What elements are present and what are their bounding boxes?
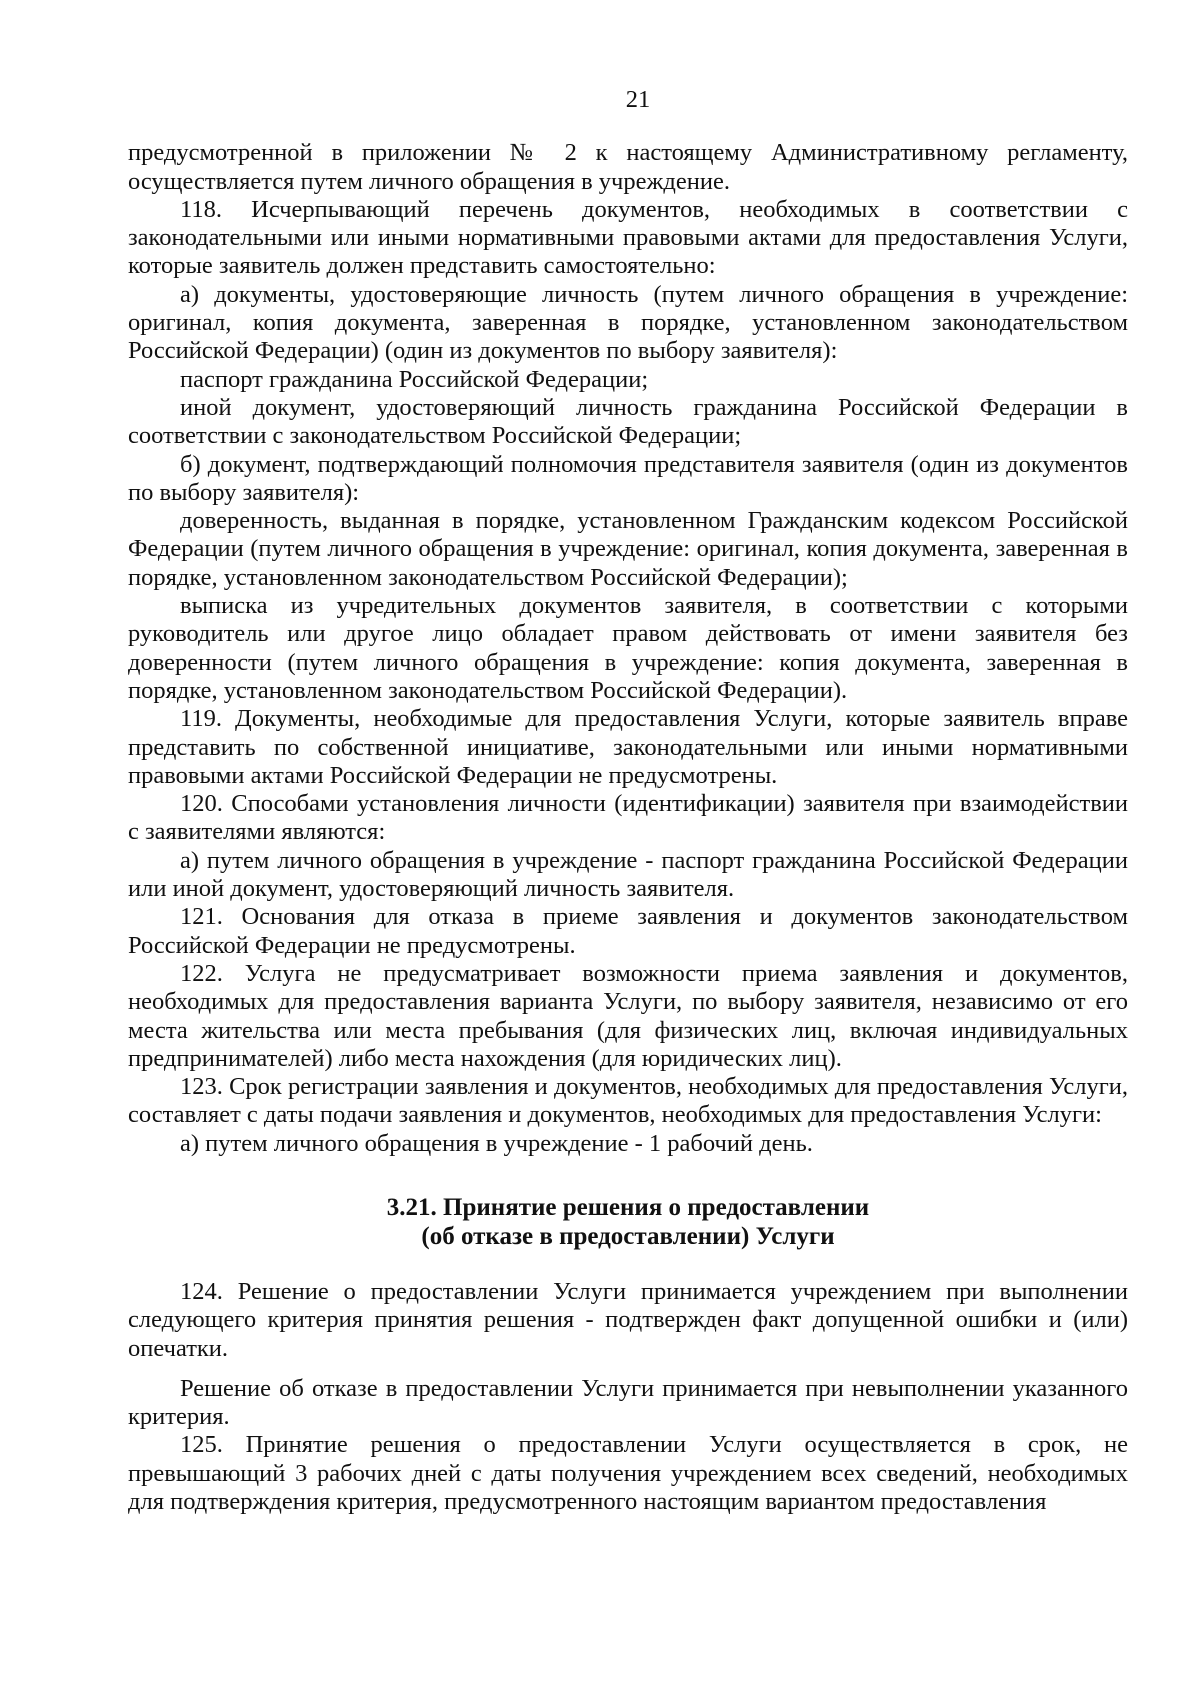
paragraph: доверенность, выданная в порядке, установленном Гражданским кодексом Российской Федерации (путем личного обращения в учреждение: оригинал, копия документа, заверенная в порядке, установленном законодательством Российской Федерации); (128, 507, 1128, 591)
paragraph: а) документы, удостоверяющие личность (путем личного обращения в учреждение: оригинал, копия документа, заверенная в порядке, установленном законодательством Российской Федерации) (один из документов по выбору заявителя): (128, 280, 1128, 365)
paragraph: а) путем личного обращения в учреждение - 1 рабочий день. (180, 1129, 813, 1157)
section-heading (128, 1193, 1128, 1251)
paragraph: 123. Срок регистрации заявления и документов, необходимых для предоставления Услуги, составляет с даты подачи заявления и документов, необходимых для предоставления Услуги: (128, 1073, 1128, 1129)
paragraph: иной документ, удостоверяющий личность гражданина Российской Федерации в соответствии с законодательством Российской Федерации; (128, 393, 1128, 450)
section-heading-line1: 3.21. Принятие решения о предоставлении (386, 1193, 870, 1221)
paragraph: б) документ, подтверждающий полномочия представителя заявителя (один из документов по выбору заявителя): (128, 450, 1128, 506)
paragraph: предусмотренной в приложении № 2 к настоящему Административному регламенту, осуществляется путем личного обращения в учреждение. (128, 139, 1128, 195)
paragraph: 124. Решение о предоставлении Услуги принимается учреждением при выполнении следующего критерия принятия решения - подтвержден факт допущенной ошибки и (или) опечатки. (128, 1277, 1128, 1362)
body-text-after-heading (128, 1278, 1128, 1516)
paragraph: 118. Исчерпывающий перечень документов, необходимых в соответствии с законодательными или иными нормативными правовыми актами для предоставления Услуги, которые заявитель должен представить самостоятельно: (128, 195, 1128, 280)
paragraph: 119. Документы, необходимые для предоставления Услуги, которые заявитель вправе представить по собственной инициативе, законодательными или иными нормативными правовыми актами Российской Федерации не предусмотрены. (128, 705, 1128, 789)
paragraph: 125. Принятие решения о предоставлении Услуги осуществляется в срок, не превышающий 3 рабочих дней с даты получения учреждением всех сведений, необходимых для подтверждения критерия, предусмотренного настоящим вариантом предоставления (128, 1431, 1128, 1516)
page-number: 21 (625, 86, 651, 113)
paragraph-gap (128, 1363, 1128, 1375)
paragraph: 121. Основания для отказа в приеме заявления и документов законодательством Российской Федерации не предусмотрены. (128, 903, 1128, 959)
body-text-before-heading (128, 139, 1128, 1158)
paragraph: 120. Способами установления личности (идентификации) заявителя при взаимодействии с заявителями являются: (128, 790, 1128, 846)
section-heading-line2: (об отказе в предоставлении) Услуги (421, 1222, 835, 1250)
paragraph: 122. Услуга не предусматривает возможности приема заявления и документов, необходимых для предоставления варианта Услуги, по выбору заявителя, независимо от его места жительства или места пребывания (для физических лиц, включая индивидуальных предпринимателей) либо места нахождения (для юридических лиц). (128, 959, 1128, 1072)
paragraph: выписка из учредительных документов заявителя, в соответствии с которыми руководитель или другое лицо обладает правом действовать от имени заявителя без доверенности (путем личного обращения в учреждение: копия документа, заверенная в порядке, установленном законодательством Российской Федерации). (128, 592, 1128, 704)
paragraph: паспорт гражданина Российской Федерации; (180, 365, 649, 393)
paragraph: а) путем личного обращения в учреждение - паспорт гражданина Российской Федерации или иной документ, удостоверяющий личность заявителя. (128, 846, 1128, 903)
paragraph: Решение об отказе в предоставлении Услуги принимается при невыполнении указанного критерия. (128, 1374, 1128, 1431)
